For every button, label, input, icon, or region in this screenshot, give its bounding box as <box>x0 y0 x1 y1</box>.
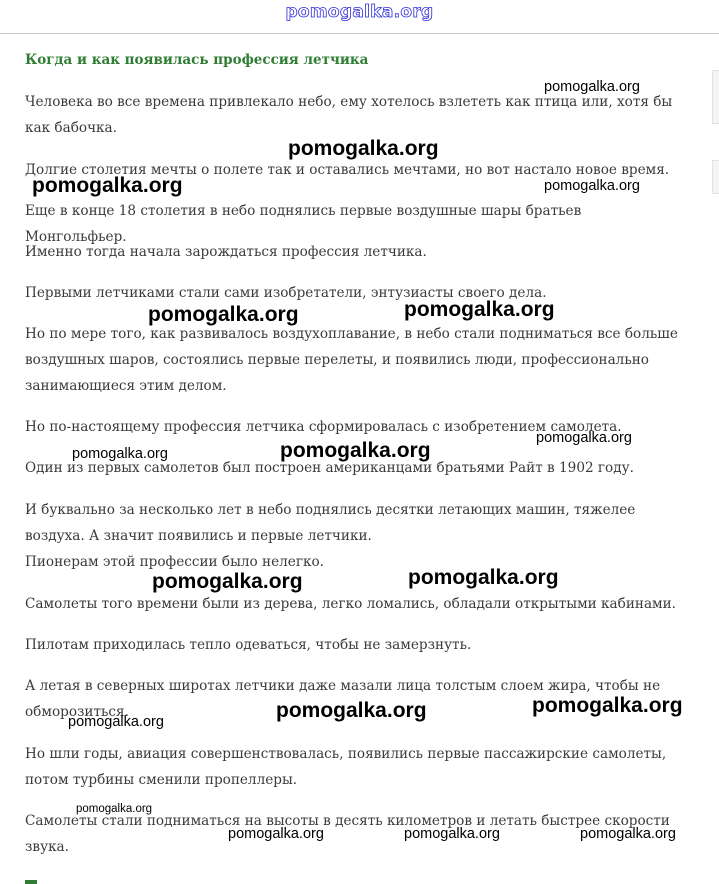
watermark: pomogalka.org <box>408 566 559 589</box>
article-paragraph-1: Человека во все времена привлекало небо, ему хотелось взлететь как птица или, хотя бы как бабочка. <box>25 94 673 136</box>
watermark: pomogalka.org <box>536 430 632 446</box>
article-paragraph-10: Пионерам этой профессии было нелегко. <box>25 554 324 570</box>
watermark: pomogalka.org <box>76 803 153 815</box>
article-title: Когда и как появилась профессия летчика <box>25 52 369 68</box>
side-tab-lower[interactable] <box>712 160 719 194</box>
article-paragraph-9: И буквально за несколько лет в небо поднялись десятки летающих машин, тяжелее воздуха. А значит появились и первые летчики. <box>25 502 636 544</box>
watermark: pomogalka.org <box>68 714 164 730</box>
watermark: pomogalka.org <box>32 174 183 197</box>
article-paragraph-5: Первыми летчиками стали сами изобретатели, энтузиасты своего дела. <box>25 285 547 301</box>
article-paragraph-4: Именно тогда начала зарождаться профессия летчика. <box>25 244 427 260</box>
watermark: pomogalka.org <box>280 439 431 462</box>
watermark: pomogalka.org <box>72 446 168 462</box>
watermark: pomogalka.org <box>152 570 303 593</box>
watermark: pomogalka.org <box>580 826 676 842</box>
article-paragraph-8: Один из первых самолетов был построен американцами братьями Райт в 1902 году. <box>25 460 634 476</box>
article-paragraph-14: Но шли годы, авиация совершенствовалась, появились первые пассажирские самолеты, потом турбины сменили пропеллеры. <box>25 746 667 788</box>
article-paragraph-13: А летая в северных широтах летчики даже мазали лица толстым слоем жира, чтобы не обморозиться. <box>25 678 661 720</box>
watermark: pomogalka.org <box>288 137 439 160</box>
article-paragraph-11: Самолеты того времени были из дерева, легко ломались, обладали открытыми кабинами. <box>25 596 677 612</box>
site-banner[interactable] <box>0 0 719 28</box>
site-banner-text[interactable]: pomogalka.org <box>285 2 434 22</box>
article-paragraph-2: Долгие столетия мечты о полете так и оставались мечтами, но вот настало новое время. <box>25 162 670 178</box>
watermark: pomogalka.org <box>544 79 640 95</box>
watermark: pomogalka.org <box>404 826 500 842</box>
article-paragraph-15: Самолеты стали подниматься на высоты в десять километров и летать быстрее скорости звука. <box>25 813 670 855</box>
watermark: pomogalka.org <box>148 303 299 326</box>
watermark: pomogalka.org <box>276 699 427 722</box>
side-tab-upper[interactable] <box>712 70 719 124</box>
article-paragraph-7: Но по-настоящему профессия летчика сформировалась с изобретением самолета. <box>25 419 622 435</box>
watermark: pomogalka.org <box>404 298 555 321</box>
watermark: pomogalka.org <box>532 694 683 717</box>
article-paragraph-3: Еще в конце 18 столетия в небо поднялись первые воздушные шары братьев Монгольфьер. <box>25 203 582 245</box>
watermark: pomogalka.org <box>544 178 640 194</box>
watermark: pomogalka.org <box>228 826 324 842</box>
article-paragraph-12: Пилотам приходилась тепло одеваться, чтобы не замерзнуть. <box>25 637 472 653</box>
article-paragraph-6: Но по мере того, как развивалось воздухоплавание, в небо стали подниматься все больше воздушных шаров, состоялись первые перелеты, и появились люди, профессионально занимающиеся этим делом. <box>25 326 678 394</box>
next-heading-marker <box>25 880 37 884</box>
header-divider <box>0 33 719 34</box>
